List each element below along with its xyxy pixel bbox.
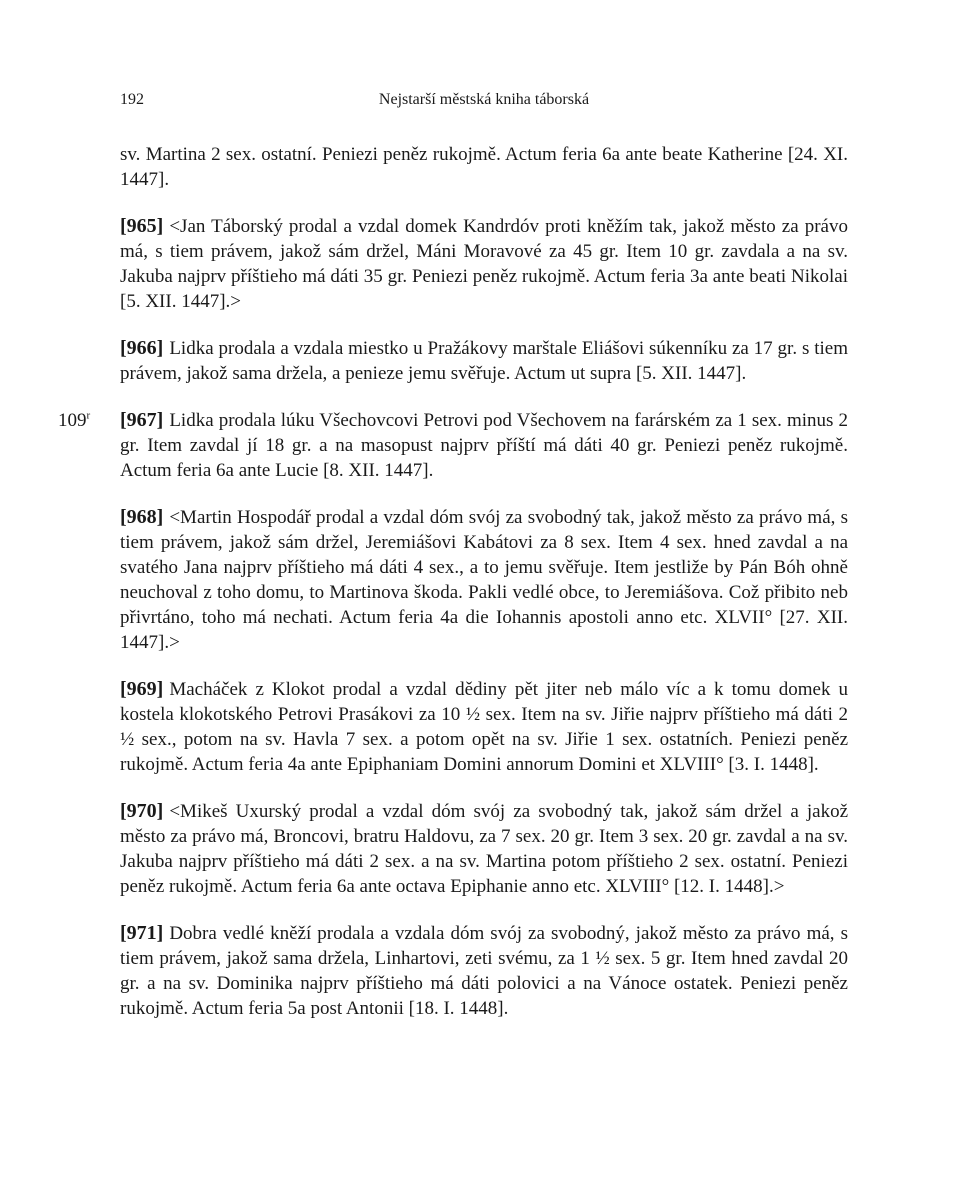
entry-text: <Martin Hospodář prodal a vzdal dóm svój za svobodný tak, jakož město za právo má, s tiem právem, jakož sám držel, Jeremiášovi Kabátovi za 8 sex. Item 4 sex. hned zavdal a na svatého Jana najprv příštieho má dáti 4 sex., a to jemu svěřuje. Item jestliže by Pán Bóh ohně neuchoval z toho domu, to Martinova škoda. Pakli vedlé obce, to Jeremiášova. Což přibito neb přivrtáno, toho má nechati. Actum feria 4a die Iohannis apostoli anno etc. XLVII° [27. XII. 1447].> xyxy=(120,507,848,653)
entry-965 xyxy=(120,214,848,314)
page-number: 192 xyxy=(120,91,144,108)
entry-number: [966] xyxy=(120,337,164,359)
running-title: Nejstarší městská kniha táborská xyxy=(378,91,590,108)
entry-number: [969] xyxy=(120,678,164,700)
entry-number: [965] xyxy=(120,215,164,237)
entry-number: [971] xyxy=(120,922,164,944)
entry-number: [967] xyxy=(120,409,164,431)
page-header xyxy=(120,91,848,113)
continuation-paragraph: sv. Martina 2 sex. ostatní. Peniezi peněz rukojmě. Actum feria 6a ante beate Katherine [24. XI. 1447]. xyxy=(120,144,848,190)
entry-968 xyxy=(120,505,848,655)
entry-967 xyxy=(58,408,848,483)
folio-side: r xyxy=(86,409,91,422)
entry-text: Lidka prodala lúku Všechovcovi Petrovi pod Všechovem na farárském za 1 sex. minus 2 gr. Item zavdal jí 18 gr. a na masopust najprv příští má dáti 40 gr. Peniezi peněz rukojmě. Actum feria 6a ante Lucie [8. XII. 1447]. xyxy=(120,410,848,481)
folio-margin-note xyxy=(58,408,90,433)
entry-text: Macháček z Klokot prodal a vzdal dědiny pět jiter neb málo víc a k tomu domek u kostela klokotského Petrovi Prasákovi za 10 ½ sex. Item na sv. Jiřie najprv příštieho má dáti 2 ½ sex., potom na sv. Havla 7 sex. a potom opět na sv. Jiřie 1 sex. ostatních. Peniezi peněz rukojmě. Actum feria 4a ante Epiphaniam Domini annorum Domini et XLVIII° [3. I. 1448]. xyxy=(120,679,848,775)
entry-text: <Mikeš Uxurský prodal a vzdal dóm svój za svobodný tak, jakož sám držel a jakož město za právo má, Broncovi, bratru Haldovu, za 7 sex. 20 gr. Item 3 sex. 20 gr. zavdal a na sv. Jakuba najprv příštieho má dáti 2 sex. a na sv. Martina potom příštieho 2 sex. ostatní. Peniezi peněz rukojmě. Actum feria 6a ante octava Epiphanie anno etc. XLVIII° [12. I. 1448].> xyxy=(120,801,848,897)
entry-970 xyxy=(120,799,848,899)
entry-number: [970] xyxy=(120,800,164,822)
entry-text: Lidka prodala a vzdala miestko u Pražákovy marštale Eliášovi súkenníku za 17 gr. s tiem právem, jakož sama držela, a penieze jemu svěřuje. Actum ut supra [5. XII. 1447]. xyxy=(120,338,848,384)
entry-text: Dobra vedlé kněží prodala a vzdala dóm svój za svobodný, jakož město za právo má, s tiem právem, jakož sama držela, Linhartovi, zeti svému, za 1 ½ sex. 5 gr. Item hned zavdal 20 gr. a na sv. Dominika najprv příštieho má dáti polovici a na Vánoce ostatek. Peniezi peněz rukojmě. Actum feria 5a post Antonii [18. I. 1448]. xyxy=(120,923,848,1019)
entry-number: [968] xyxy=(120,506,164,528)
entry-966 xyxy=(120,336,848,386)
entry-971 xyxy=(120,921,848,1021)
entry-text: <Jan Táborský prodal a vzdal domek Kandrdóv proti kněžím tak, jakož město za právo má, s tiem právem, jakož sám držel, Máni Moravové za 45 gr. Item 10 gr. zavdala a na sv. Jakuba najprv příštieho má dáti 35 gr. Peniezi peněz rukojmě. Actum feria 3a ante beati Nikolai [5. XII. 1447].> xyxy=(120,216,848,312)
folio-number: 109 xyxy=(58,410,87,431)
page-content xyxy=(58,142,848,1043)
entry-969 xyxy=(120,677,848,777)
